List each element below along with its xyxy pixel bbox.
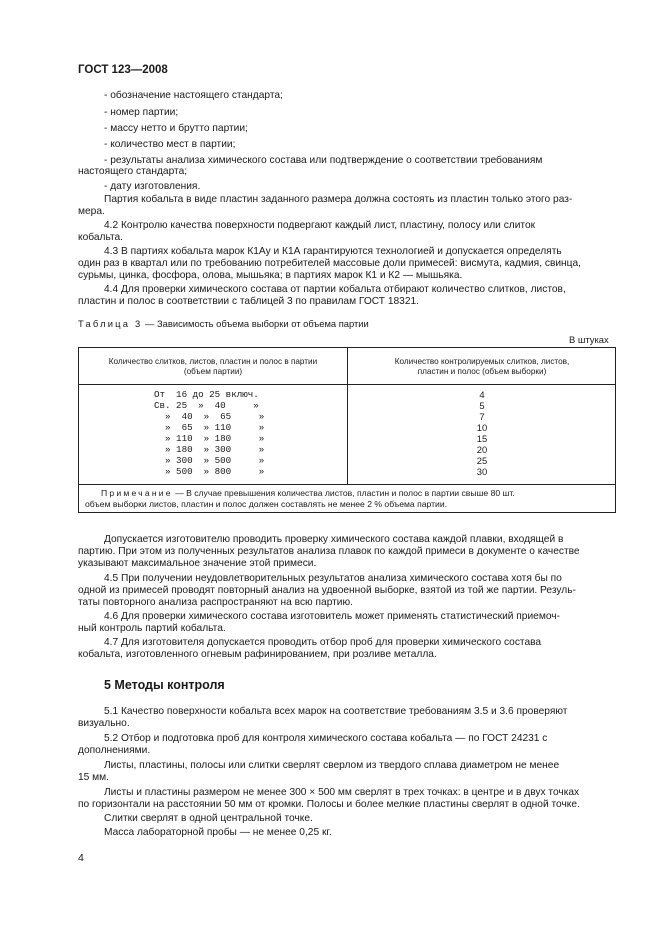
table-cell-range: » 110 » 180 » [154,433,265,444]
table-caption [78,318,369,330]
paragraph-line: кобальта, изготовленного огневым рафинированием, при розливе металла. [78,649,437,660]
table-cell-range: » 65 » 110 » [154,422,265,433]
table-cell-value: 5 [479,400,485,411]
table-cell-value: 25 [476,455,488,466]
paragraph-line: 5.2 Отбор и подготовка проб для контроля химического состава кобальта — по ГОСТ 24231 с [104,733,548,744]
table-note-continuation: объем выборки листов, пластин и полос должен составлять не менее 2 % объема партии. [85,499,448,509]
table-caption-label: Таблица 3 [78,318,143,329]
table-cell-range: » 500 » 800 » [154,466,265,477]
table-header-divider [79,384,615,385]
paragraph-line: кобальта. [78,232,124,243]
list-item: - количество мест в партии; [104,139,236,150]
table-cell-range: От 16 до 25 включ. [154,389,259,400]
paragraph-line: Слитки сверлят в одной центральной точке. [104,813,313,824]
paragraph-line: таты повторного анализа распространяют на всю партию. [78,597,353,608]
table-note-divider [79,484,615,485]
document-header: ГОСТ 123—2008 [78,64,168,76]
paragraph-line: 4.7 Для изготовителя допускается проводить отбор проб для проверки химического состава [104,637,542,648]
table-cell-value: 7 [479,411,485,422]
paragraph-line: 15 мм. [78,772,110,783]
paragraph-line: мера. [78,206,105,217]
table-note [101,488,515,499]
list-item-continuation: настоящего стандарта; [78,166,188,177]
paragraph-line: Масса лабораторной пробы — не менее 0,25 кг. [104,827,332,838]
list-item: - массу нетто и брутто партии; [104,123,248,134]
paragraph-line: Допускается изготовителю проводить проверку химического состава каждой плавки, входящей в [104,534,564,545]
list-item: - номер партии; [104,107,179,118]
paragraph-line: 5.1 Качество поверхности кобальта всех марок на соответствие требованиям 3.5 и 3.6 проверяют [104,706,568,717]
paragraph-line: пластин и полос в соответствии с таблицей 3 по правилам ГОСТ 18321. [78,296,420,307]
table-units: В штуках [569,334,609,345]
table-cell-value: 15 [476,433,488,444]
table-cell-range: » 300 » 500 » [154,455,265,466]
paragraph-line: 4.5 При получении неудовлетворительных результатов анализа химического состава хотя бы по [104,573,562,584]
paragraph-line: Листы и пластины размером не менее 300 × 500 мм сверлят в трех точках: в центре и в двух точках [104,787,580,798]
paragraph-line: визуально. [78,718,130,729]
table-cell-value: 4 [479,389,485,400]
paragraph-line: сурьмы, цинка, фосфора, олова, мышьяка; в партиях марок К1 и К2 — мышьяка. [78,270,463,281]
table-cell-range: » 40 » 65 » [154,411,265,422]
paragraph-line: 4.3 В партиях кобальта марок К1Ау и К1А гарантируются технологией и допускается определять [104,246,562,257]
paragraph-line: указывают максимальное значение этой примеси. [78,558,317,569]
sample-size-table [78,347,616,513]
paragraph-line: Партия кобальта в виде пластин заданного размера должна состоять из пластин только этого раз- [104,194,573,205]
paragraph-line: 4.4 Для проверки химического состава от партии кобальта отбирают количество слитков, листов, [104,284,566,295]
paragraph-line: партию. При этом из полученных результатов анализа плавок по каждой примеси в документе о качестве [78,546,580,557]
table-note-text: — В случае превышения количества листов, пластин и полос в партии свыше 80 шт. [175,488,515,498]
table-cell-value: 10 [476,422,488,433]
paragraph-line: ный контроль партий кобальта. [78,623,226,634]
paragraph-line: одной из примесей проводят повторный анализ на удвоенной выборке, взятой из той же партии. Резуль- [78,585,576,596]
paragraph-line: 4.2 Контролю качества поверхности подвергают каждый лист, пластину, полосу или слиток [104,220,536,231]
list-item: - результаты анализа химического состава или подтверждение о соответствии требованиям [104,155,543,166]
page-number: 4 [78,852,84,864]
paragraph-line: Листы, пластины, полосы или слитки сверлят сверлом из твердого сплава диаметром не менее [104,760,560,771]
table-note-label: Примечание [101,488,173,498]
paragraph-line: один раз в квартал или по требованию потребителей массовые доли примесей: висмута, кадмия, свинца, [78,258,582,269]
paragraph-line: дополнениями. [78,745,151,756]
paragraph-line: по горизонтали на расстоянии 50 мм от кромки. Полосы и более мелкие пластины сверлят в одной точке. [78,799,580,810]
list-item: - дату изготовления. [104,181,201,192]
table-cell-range: Св. 25 » 40 » [154,400,259,411]
table-cell-range: » 180 » 300 » [154,444,265,455]
table-col2-header: Количество контролируемых слитков, листов, пластин и полос (объем выборки) [394,357,570,376]
section-heading: 5 Методы контроля [104,678,225,692]
table-caption-text: — Зависимость объема выборки от объема партии [145,318,369,329]
table-col1-header: Количество слитков, листов, пластин и полос в партии (объем партии) [108,357,318,376]
table-cell-value: 20 [476,444,488,455]
list-item: - обозначение настоящего стандарта; [104,90,283,101]
table-cell-value: 30 [476,466,488,477]
paragraph-line: 4.6 Для проверки химического состава изготовитель может применять статистический приемоч- [104,611,560,622]
